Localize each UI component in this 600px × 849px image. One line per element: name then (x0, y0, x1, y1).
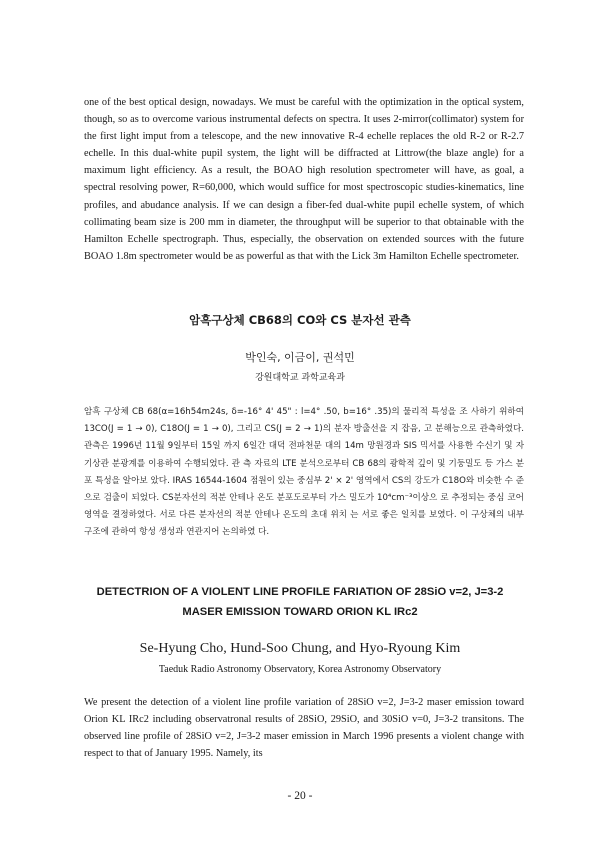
text-line: system, of which collimating beam size is 200 mm in diameter, the throughput will be (84, 199, 524, 228)
text-line: 준으로 검출이 되었다. CS분자선의 적분 안테나 온도 분포도로부터 가스 밀도가 10⁴cm⁻³이상으 (84, 475, 525, 504)
text-line: powerful as that with the Lick 3m Hamilton Echelle spectrometer. (246, 250, 519, 262)
text-line: 잡음, 고 분해능으로 관측하였다. 관측은 1996년 11월 9일부터 15일 까지 6일간 대덕 전파천문 (84, 424, 524, 452)
text-line: one of the best optical design, nowadays. We must be careful with the optimization in the (84, 97, 459, 108)
title-line: MASER EMISSION TOWARD ORION KL IRc2 (182, 606, 418, 618)
english-abstract-title (60, 582, 540, 622)
korean-abstract-body (84, 404, 524, 542)
text-line: line profiles, and abudance analysis. If we can design a fiber-fed dual-white pupil echelle (84, 182, 525, 211)
text-line: 측 자료의 LTE 분석으로부터 CB 68의 광학적 깊이 및 기둥밀도 등 가스 분포 특성을 알아보 (84, 458, 525, 486)
text-line: 암흑 구상체 CB 68(α=16h54m24s, δ=-16° 4' 45" : l=4° .50, b=16° .35)의 물리적 특성을 조 (84, 407, 468, 417)
text-line: We present the detection of a violent line profile variation of 28SiO v=2, J=3-2 maser (84, 697, 452, 708)
text-line: observation on extended sources with the future BOAO 1.8m spectrometer would be as (84, 233, 524, 262)
text-line: 로 추정되는 중심 코어 영역을 결정하였다. 서로 다른 분자선의 적분 안테나 온도의 초대 위치 (84, 493, 524, 521)
text-line: superior to that obtainable with the Hamilton Echelle spectrograph. Thus, especially, the (84, 216, 524, 245)
english-abstract-affiliation: Taeduk Radio Astronomy Observatory, Korea Astronomy Observatory (158, 664, 442, 675)
text-line: 는 서로 좋은 일치를 보였다. 이 구상체의 내부구조에 관하여 항성 생성과 연관지어 논의하였 (84, 510, 524, 538)
korean-abstract-affiliation: 강원대학교 과학교육과 (255, 373, 345, 383)
text-line: 대의 14m 망원경과 SIS 믹서를 사용한 수신기 및 자기상관 분광계를 이용하여 수행되었다. 관 (84, 441, 525, 469)
intro-paragraph (84, 94, 524, 265)
text-line: efficiency. As a result, the BOAO high resolution spectrometer will have, as goal, a spectral (84, 165, 524, 194)
text-line: innovative R-4 echelle replaces the old R-2 or R-2.7 echelle. In this dual-white pupil (84, 131, 525, 160)
english-abstract-body (84, 694, 524, 762)
korean-abstract-authors: 박인숙, 이금이, 권석민 (245, 351, 355, 364)
text-line: resolving power, R=60,000, which would suffice for most spectroscopic studies-kinematics, (119, 182, 506, 194)
title-line: DETECTRION OF A VIOLENT LINE PROFILE FARIATION OF 28SiO v=2, J=3-2 (96, 586, 504, 598)
text-line: 았다. IRAS 16544-1604 점원이 있는 중심부 2' × 2' 영역에서 CS의 강도가 C18O와 비슷한 수 (150, 475, 513, 486)
text-line: March 1996 presents a violent change with respect to that of January 1995. Namely, its (84, 731, 524, 760)
text-line: emission toward Orion KL IRc2 including observatronal results of 28SiO, 29SiO, and 30SiO (84, 697, 525, 726)
page-number: - 20 - (287, 790, 313, 802)
text-line: optical system, though, so as to overcome various instrumental defects on spectra. It uses (84, 97, 525, 126)
text-line: system, the light will be diffracted at Littrow(the blaze angle) for a maximum light (84, 148, 525, 177)
text-line: 사하기 위하여 13CO(J = 1 → 0), C18O(J = 1 → 0), 그리고 CS(J = 2 → 1)의 분자 방출선을 지 (84, 407, 525, 435)
korean-abstract-title: 암흑구상체 CB68의 CO와 CS 분자선 관측 (189, 313, 411, 327)
text-line: 다. (258, 527, 270, 538)
english-abstract-authors: Se-Hyung Cho, Hund-Soo Chung, and Hyo-Ryoung Kim (139, 641, 461, 656)
text-line: 2-mirror(collimator) system for the first light imput from a telescope, and the new (84, 114, 524, 143)
text-line: v=0, J=3-2 transitons. The observed line profile of 28SiO v=2, J=3-2 maser emission in (84, 714, 524, 743)
